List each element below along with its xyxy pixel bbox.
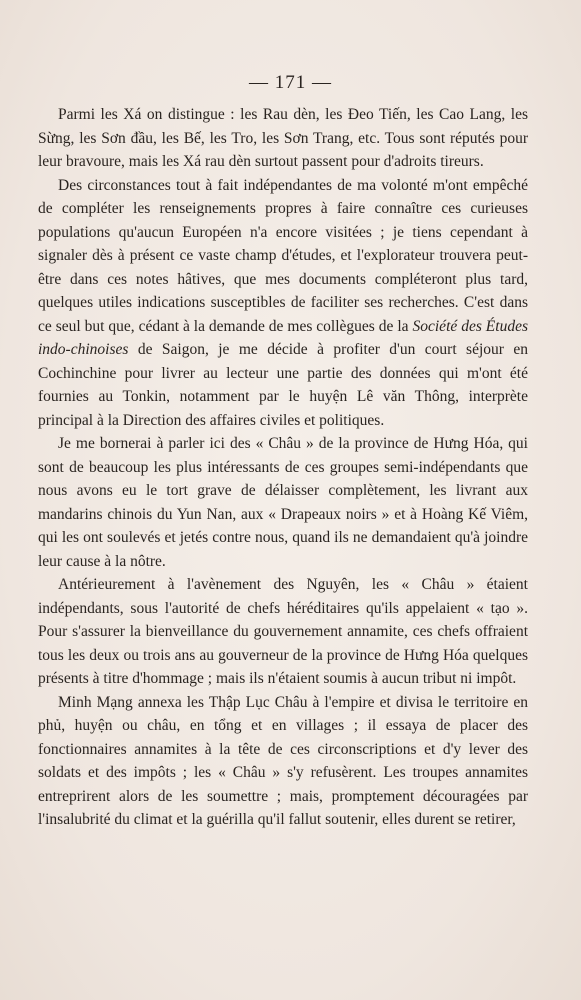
paragraph-circumstances-part2: de Saigon, je me décide à profiter d'un court séjour en Cochinchine pour livrer au lecteur une partie des données qui m'ont été fournies au Tonkin, notamment par le huyện Lê văn Thông, interprète principal à la Direction des affaires civiles et politiques. xyxy=(38,341,528,429)
paragraph-circumstances-part1: Des circonstances tout à fait indépendantes de ma volonté m'ont empêché de compléter les renseignements propres à faire connaître ces curieuses populations qu'aucun Européen n'a encore visitées ; je tiens cependant à signaler dès à présent ce vaste champ d'études, et l'explorateur trouvera peut-être dans ces notes hâtives, que mes documents compléteront plus tard, quelques utiles indications susceptibles de faciliter ses recherches. C'est dans ce seul but que, cédant à la demande de mes collègues de la xyxy=(38,176,528,335)
body-text xyxy=(38,103,528,832)
society-name: Société des Études indo-chinoises xyxy=(38,317,528,358)
paragraph-before-nguyen: Antérieurement à l'avènement des Nguyên, les « Châu » étaient indépendants, sous l'autorité de chefs héréditaires qu'ils appelaient « tạo ». Pour s'assurer la bienveillance du gouvernement annamite, ces chefs offraient tous les deux ou trois ans au gouverneur de la province de Hưng Hóa quelques présents à titre d'hommage ; mais ils n'étaient soumis à aucun tribut ni impôt. xyxy=(38,576,528,687)
paragraph-circumstances xyxy=(38,174,528,433)
paragraph-chau-province: Je me bornerai à parler ici des « Châu » de la province de Hưng Hóa, qui sont de beaucoup les plus intéressants de ces groupes semi-indépendants que nous avons eu le tort grave de délaisser complètement, les livrant aux mandarins chinois du Yun Nan, aux « Drapeaux noirs » et à Hoàng Kế Viêm, qui les ont soulevés et jetés contre nous, quand ils ne demandaient qu'à joindre leur cause à la nôtre. xyxy=(38,435,528,570)
paragraph-minh-mang: Minh Mạng annexa les Thập Lục Châu à l'empire et divisa le territoire en phủ, huyện ou châu, en tổng et en villages ; il essaya de placer des fonctionnaires annamites à la tête de ces circonscriptions et d'y lever des soldats et des impôts ; les « Châu » s'y refusèrent. Les troupes annamites entreprirent alors de les soumettre ; mais, promptement découragées par l'insalubrité du climat et la guérilla qu'il fallut soutenir, elles durent se retirer, xyxy=(38,693,528,828)
page-number: — 171 — xyxy=(249,72,332,93)
paragraph-xa-tribes: Parmi les Xá on distingue : les Rau dèn, les Đeo Tiến, les Cao Lang, les Sừng, les Sơn đầu, les Bế, les Tro, les Sơn Trang, etc. Tous sont réputés pour leur bravoure, mais les Xá rau dèn surtout passent pour d'adroits tireurs. xyxy=(38,106,528,170)
